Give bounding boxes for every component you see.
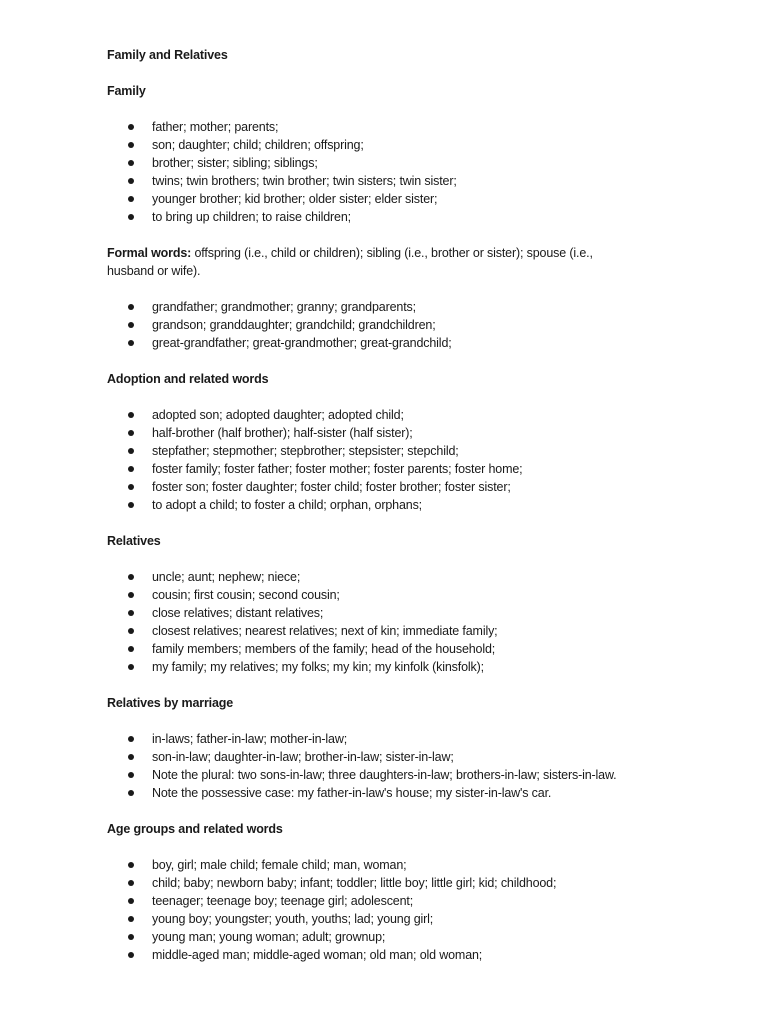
list-item: grandson; granddaughter; grandchild; grandchildren; [107, 316, 707, 334]
formal-words-paragraph [107, 244, 627, 280]
bullet-icon [128, 322, 134, 328]
age-groups-list [107, 856, 707, 964]
list-item: cousin; first cousin; second cousin; [107, 586, 707, 604]
bullet-icon [128, 592, 134, 598]
bullet-icon [128, 340, 134, 346]
list-item: in-laws; father-in-law; mother-in-law; [107, 730, 707, 748]
list-item: to adopt a child; to foster a child; orphan, orphans; [107, 496, 707, 514]
list-item: to bring up children; to raise children; [107, 208, 707, 226]
list-item: adopted son; adopted daughter; adopted child; [107, 406, 707, 424]
list-item: stepfather; stepmother; stepbrother; stepsister; stepchild; [107, 442, 707, 460]
bullet-icon [128, 142, 134, 148]
bullet-icon [128, 898, 134, 904]
formal-words-label: Formal words: [107, 246, 192, 260]
adoption-list [107, 406, 707, 514]
list-item: middle-aged man; middle-aged woman; old man; old woman; [107, 946, 707, 964]
list-item: father; mother; parents; [107, 118, 707, 136]
list-item: foster family; foster father; foster mother; foster parents; foster home; [107, 460, 707, 478]
list-item: young boy; youngster; youth, youths; lad; young girl; [107, 910, 707, 928]
list-item: Note the plural: two sons-in-law; three daughters-in-law; brothers-in-law; sisters-in-law. [107, 766, 707, 784]
list-item: foster son; foster daughter; foster child; foster brother; foster sister; [107, 478, 707, 496]
document-page [107, 46, 707, 964]
list-item: teenager; teenage boy; teenage girl; adolescent; [107, 892, 707, 910]
list-item: family members; members of the family; head of the household; [107, 640, 707, 658]
bullet-icon [128, 448, 134, 454]
list-item: half-brother (half brother); half-sister (half sister); [107, 424, 707, 442]
list-item: Note the possessive case: my father-in-law's house; my sister-in-law's car. [107, 784, 707, 802]
list-item: brother; sister; sibling; siblings; [107, 154, 707, 172]
list-item: grandfather; grandmother; granny; grandparents; [107, 298, 707, 316]
bullet-icon [128, 754, 134, 760]
bullet-icon [128, 880, 134, 886]
relatives-list [107, 568, 707, 676]
section-heading-relatives: Relatives [107, 534, 161, 548]
list-item: close relatives; distant relatives; [107, 604, 707, 622]
list-item: young man; young woman; adult; grownup; [107, 928, 707, 946]
bullet-icon [128, 124, 134, 130]
bullet-icon [128, 484, 134, 490]
bullet-icon [128, 502, 134, 508]
bullet-icon [128, 160, 134, 166]
bullet-icon [128, 934, 134, 940]
list-item: closest relatives; nearest relatives; next of kin; immediate family; [107, 622, 707, 640]
bullet-icon [128, 412, 134, 418]
list-item: son-in-law; daughter-in-law; brother-in-law; sister-in-law; [107, 748, 707, 766]
bullet-icon [128, 196, 134, 202]
list-item: boy, girl; male child; female child; man, woman; [107, 856, 707, 874]
bullet-icon [128, 772, 134, 778]
family-list [107, 118, 707, 226]
bullet-icon [128, 610, 134, 616]
bullet-icon [128, 862, 134, 868]
bullet-icon [128, 466, 134, 472]
bullet-icon [128, 736, 134, 742]
bullet-icon [128, 178, 134, 184]
bullet-icon [128, 646, 134, 652]
formal-words-text: offspring (i.e., child or children); sibling (i.e., brother or sister); spouse (i.e., husband or wife). [107, 246, 593, 278]
bullet-icon [128, 628, 134, 634]
list-item: uncle; aunt; nephew; niece; [107, 568, 707, 586]
section-heading-marriage: Relatives by marriage [107, 696, 234, 710]
list-item: son; daughter; child; children; offspring; [107, 136, 707, 154]
bullet-icon [128, 952, 134, 958]
bullet-icon [128, 214, 134, 220]
bullet-icon [128, 430, 134, 436]
document-title: Family and Relatives [107, 48, 228, 62]
list-item: great-grandfather; great-grandmother; great-grandchild; [107, 334, 707, 352]
marriage-list [107, 730, 707, 802]
section-heading-family: Family [107, 84, 146, 98]
section-heading-adoption: Adoption and related words [107, 372, 269, 386]
bullet-icon [128, 916, 134, 922]
grand-family-list [107, 298, 707, 352]
list-item: younger brother; kid brother; older sister; elder sister; [107, 190, 707, 208]
bullet-icon [128, 574, 134, 580]
bullet-icon [128, 790, 134, 796]
list-item: my family; my relatives; my folks; my kin; my kinfolk (kinsfolk); [107, 658, 707, 676]
bullet-icon [128, 304, 134, 310]
list-item: twins; twin brothers; twin brother; twin sisters; twin sister; [107, 172, 707, 190]
bullet-icon [128, 664, 134, 670]
section-heading-age-groups: Age groups and related words [107, 822, 283, 836]
list-item: child; baby; newborn baby; infant; toddler; little boy; little girl; kid; childhood; [107, 874, 707, 892]
